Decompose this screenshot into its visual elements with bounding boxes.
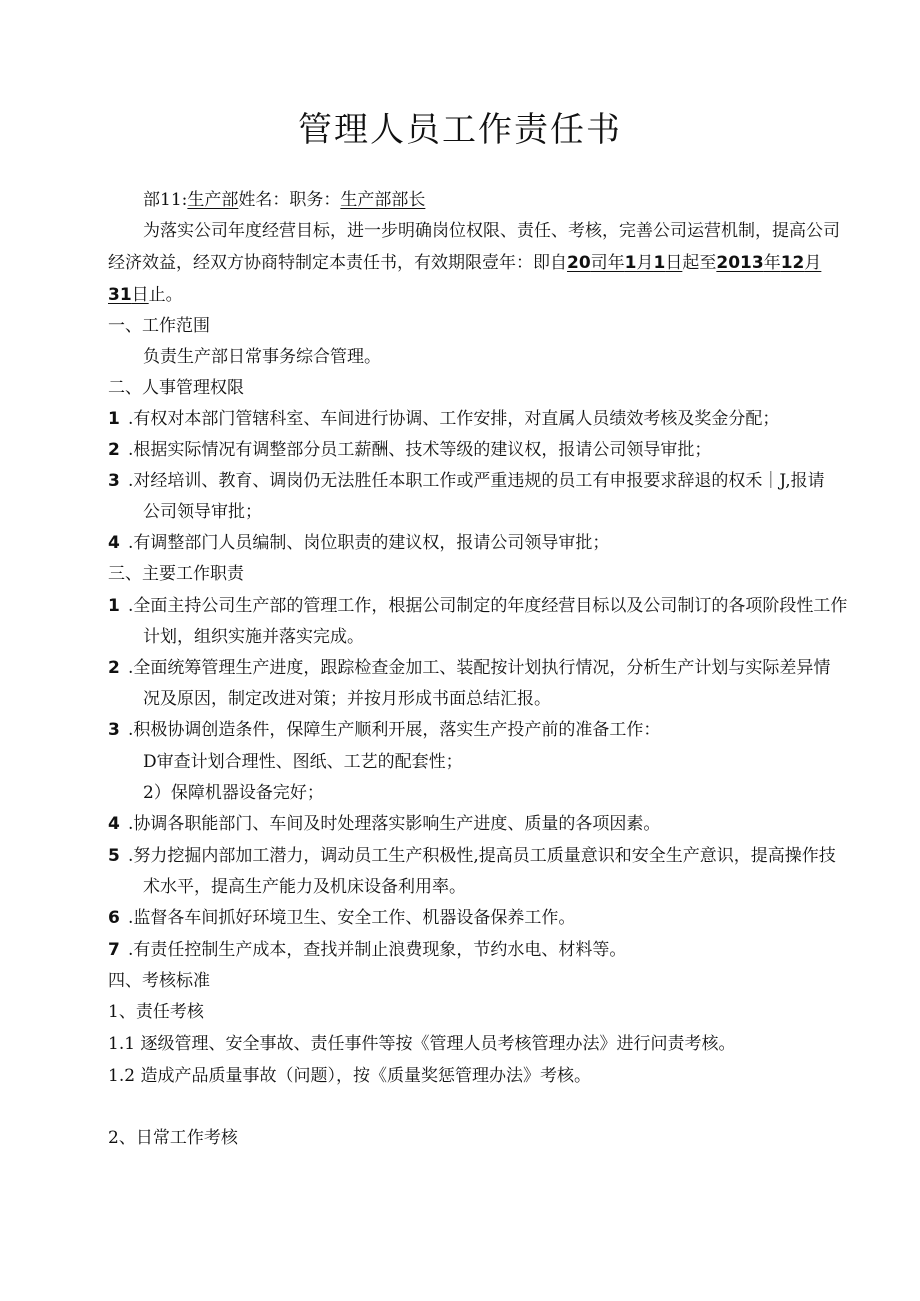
list-item: 3 .积极协调创造条件，保障生产顺利开展，落实生产投产前的准备工作：: [108, 720, 661, 740]
header-line: [143, 188, 425, 212]
list-item-continuation: 况及原因，制定改进对策；并按月形成书面总结汇报。: [143, 689, 551, 709]
list-item-continuation: 术水平，提高生产能力及机床设备利用率。: [143, 877, 466, 897]
list-item: 5 .努力挖掘内部加工潜力，调动员工生产积极性,提高员工质量意识和安全生产意识，提高操作技: [108, 846, 836, 866]
list-item: 2 .全面统筹管理生产进度，跟踪检查金加工、装配按计划执行情况，分析生产计划与实际差异情: [108, 658, 831, 678]
list-item: 4 .协调各职能部门、车间及时处理落实影响生产进度、质量的各项因素。: [108, 814, 661, 834]
name-position-label: 姓名：职务：: [238, 190, 341, 210]
list-item: 3 .对经培训、教育、调岗仍无法胜任本职工作或严重违规的员工有申报要求辞退的权禾｜J,报请: [108, 471, 825, 491]
document-title: 管理人员工作责任书: [298, 110, 622, 150]
end-date: 2013年12月: [716, 253, 822, 273]
list-item: 1 .有权对本部门管辖科室、车间进行协调、工作安排，对直属人员绩效考核及奖金分配；: [108, 409, 780, 429]
intro-line-2: [108, 251, 821, 275]
intro-text: 经济效益，经双方协商特制定本责任书，有效期限壹年：即自: [108, 253, 567, 273]
position-value: 生产部部长: [340, 190, 426, 210]
list-item: 4 .有调整部门人员编制、岗位职责的建议权，报请公司领导审批；: [108, 533, 610, 553]
start-date: 20司年1月1日: [567, 253, 683, 273]
dept-value: 生产部: [187, 190, 239, 210]
intro-line-3: 31日止。: [108, 285, 183, 305]
section-1-heading: 一、工作范围: [108, 316, 210, 336]
list-item-continuation: 公司领导审批；: [143, 502, 262, 522]
list-item: 1 .全面主持公司生产部的管理工作，根据公司制定的年度经营目标以及公司制订的各项阶段性工作: [108, 596, 848, 616]
list-item: 6 .监督各车间抓好环境卫生、安全工作、机器设备保养工作。: [108, 908, 576, 928]
subsection-heading: 1、责任考核: [108, 1002, 204, 1022]
dept-label: 部11:: [143, 190, 188, 210]
intro-to: 起至: [682, 253, 717, 273]
sub-item: 2）保障机器设备完好；: [143, 783, 324, 803]
list-item-continuation: 计划，组织实施并落实完成。: [143, 627, 364, 647]
list-item: 7 .有责任控制生产成本，查找并制止浪费现象，节约水电、材料等。: [108, 940, 627, 960]
list-item: 1.1 逐级管理、安全事故、责任事件等按《管理人员考核管理办法》进行问责考核。: [108, 1034, 736, 1054]
end-date-day: 31日: [108, 285, 149, 305]
intro-line-1: 为落实公司年度经营目标，进一步明确岗位权限、责任、考核，完善公司运营机制，提高公司: [143, 221, 840, 241]
list-item: 2 .根据实际情况有调整部分员工薪酬、技术等级的建议权，报请公司领导审批；: [108, 440, 712, 460]
section-1-body: 负责生产部日常事务综合管理。: [143, 347, 381, 367]
list-item: 1.2 造成产品质量事故（问题），按《质量奖惩管理办法》考核。: [108, 1066, 591, 1086]
sub-item: D审查计划合理性、图纸、工艺的配套性；: [143, 752, 463, 772]
subsection-heading: 2、日常工作考核: [108, 1128, 238, 1148]
section-3-heading: 三、主要工作职责: [108, 564, 244, 584]
section-2-heading: 二、人事管理权限: [108, 378, 244, 398]
section-4-heading: 四、考核标准: [108, 971, 210, 991]
